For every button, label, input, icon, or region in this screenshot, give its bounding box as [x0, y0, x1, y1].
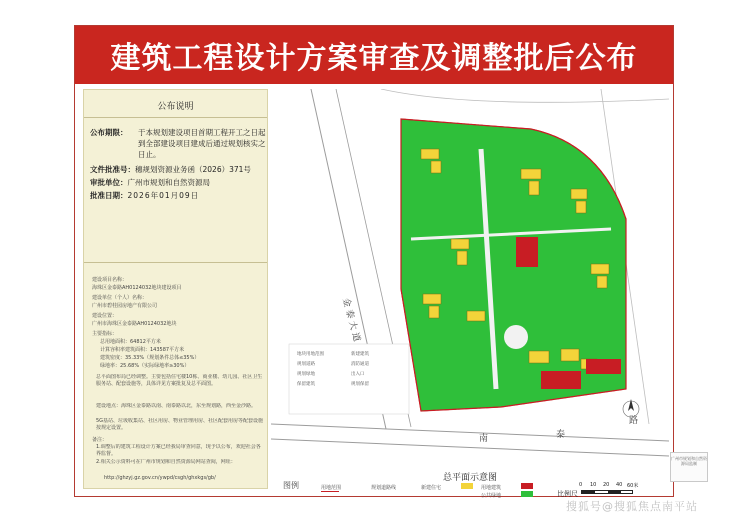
project-description-2: 建设地点：海珠区金泰路以南、南泰路以北，东至规划路，西至金沙路。 — [96, 403, 257, 409]
legend-swatch-green — [521, 491, 533, 497]
tower-8 — [529, 351, 549, 363]
red-block-2 — [541, 371, 581, 389]
project-description-1: 总平面图布局已经调整。主要包括住宅楼10栋、商业楼、幼儿园、社区卫生服务站、配套设施等，具体详见方案批复及总平面图。 — [96, 374, 263, 387]
red-block-3 — [586, 359, 621, 374]
map-legend-8: 规划保留 — [351, 382, 369, 387]
date-value: 2026年01月09日 — [127, 191, 200, 200]
green-ratio: 绿地率：25.68%（实际绿地率≥30%） — [100, 363, 190, 369]
tower-4b — [457, 251, 467, 265]
map-legend-5: 新建建筑 — [351, 352, 369, 357]
tower-5b — [597, 276, 607, 288]
tower-5 — [591, 264, 609, 274]
applicant-label: 建设单位（个人）名称： — [92, 295, 148, 301]
panel-divider-2 — [84, 262, 267, 263]
legend-text-1: 用地范围 — [321, 485, 342, 491]
road-edge-north — [381, 89, 669, 102]
road-edge-south-2 — [271, 439, 669, 456]
tower-6b — [429, 306, 439, 318]
tower-6 — [423, 294, 441, 304]
notice-heading: 公布说明 — [157, 102, 194, 112]
scale-tick-2: 20 — [603, 482, 610, 488]
legend-text-5: 公共绿地 — [481, 493, 502, 499]
scale-bar — [581, 490, 633, 494]
tower-2b — [529, 181, 539, 195]
note-url[interactable]: http://ghzyj.gz.gov.cn/ywpd/csgh/ghxkgs/gb/ — [104, 475, 216, 481]
authority-value: 广州市规划和自然资源局 — [127, 178, 210, 187]
project-name-label: 建设项目名称： — [92, 277, 128, 283]
scale-tick-1: 10 — [590, 482, 597, 488]
map-legend-1: 地块用地范围 — [297, 352, 324, 357]
floor-area: 计算容积率建筑面积：143587平方米 — [100, 347, 185, 353]
legend-swatch-yellow — [461, 483, 473, 489]
panel-divider — [84, 117, 267, 118]
road-label-vertical: 金 泰 大 道 — [340, 297, 362, 343]
location-value: 广州市海珠区金泰路AH0124032地块 — [92, 321, 177, 327]
tower-3b — [576, 201, 586, 213]
map-legend-3: 规划绿地 — [297, 372, 315, 377]
note-heading: 备注： — [92, 437, 108, 443]
date-label: 批准日期： — [90, 191, 128, 200]
plan-title: 总平面示意图 — [442, 473, 497, 483]
notice-panel — [83, 89, 268, 489]
map-legend-7: 出入口 — [351, 372, 365, 377]
project-description-3: 5G基站、垃圾收集站、社区用房、物业管理用房、社区配套用房等配套设施按规定设置。 — [96, 418, 264, 431]
publish-period-row — [90, 127, 268, 162]
notice-poster — [74, 25, 674, 497]
legend-text-3: 新建住宅 — [421, 485, 442, 491]
building-density: 建筑密度：35.33%（规划条件总体≤35%） — [100, 355, 200, 361]
site-plan-drawing — [271, 89, 669, 467]
map-legend-6: 消防通道 — [351, 362, 369, 367]
road-label-south-1: 南 — [479, 434, 489, 444]
tower-7 — [467, 311, 485, 321]
doc-no-row — [90, 164, 251, 175]
watermark-text: 搜狐号@搜狐焦点南平站 — [566, 500, 698, 513]
indicators-label: 主要指标： — [92, 331, 118, 337]
scale-tick-0: 0 — [579, 482, 583, 488]
publish-period-label: 公布期限： — [90, 128, 128, 137]
project-name-value: 海珠区金泰路AH0124032地块建设项目 — [92, 285, 182, 291]
date-row — [90, 190, 199, 201]
publish-period-value: 于本规划建设项目首期工程开工之日起到全部建设项目建成后通过规划核实之日止。 — [138, 128, 266, 159]
tower-2 — [521, 169, 541, 179]
applicant-value: 广州市碧桂园房地产有限公司 — [92, 303, 158, 309]
tower-3 — [571, 189, 587, 199]
legend-swatch-red — [521, 483, 533, 489]
legend-line-red — [321, 491, 339, 492]
authority-label: 审批单位： — [90, 178, 128, 187]
land-area: 总用地面积：64812平方米 — [100, 339, 161, 345]
scale-label: 比例尺 — [557, 490, 578, 498]
scale-tick-3: 40 — [616, 482, 623, 488]
tower-4 — [451, 239, 469, 249]
map-legend-4: 保留建筑 — [297, 382, 315, 387]
road-label-south-3: 路 — [629, 416, 639, 426]
red-block-1 — [516, 237, 538, 267]
road-label-south-2: 泰 — [556, 430, 566, 440]
scale-tick-4: 60米 — [627, 483, 639, 489]
title-bar — [75, 26, 673, 84]
note-1: 1.调整后的建筑工程设计方案已经我局审查同意，现予以公布，欢迎社会各界监督。 — [96, 444, 261, 457]
note-2: 2.相关公示资料可在广州市规划和自然资源局网站查阅，网址： — [96, 459, 236, 465]
map-legend-2: 规划道路 — [297, 362, 315, 367]
authority-badge: 广州市规划和自然资源局监制 — [670, 452, 708, 482]
tower-1 — [421, 149, 439, 159]
poster-title: 建筑工程设计方案审查及调整批后公布 — [110, 41, 638, 76]
doc-no-label: 文件批准号： — [90, 165, 135, 174]
roundabout — [504, 325, 528, 349]
legend-label: 图例 — [283, 481, 299, 490]
legend-text-2: 规划道路线 — [371, 485, 397, 491]
road-edge-south — [271, 424, 669, 441]
bottom-legend — [271, 481, 669, 499]
site-plan-map — [271, 89, 669, 467]
authority-row — [90, 177, 210, 188]
tower-1b — [431, 161, 441, 173]
location-label: 建设位置： — [92, 313, 118, 319]
doc-no-value: 穗规划资源业务函（2026）371号 — [135, 165, 251, 174]
tower-9 — [561, 349, 579, 361]
legend-text-4: 用地建筑 — [481, 485, 502, 491]
north-arrow-icon — [623, 399, 639, 417]
